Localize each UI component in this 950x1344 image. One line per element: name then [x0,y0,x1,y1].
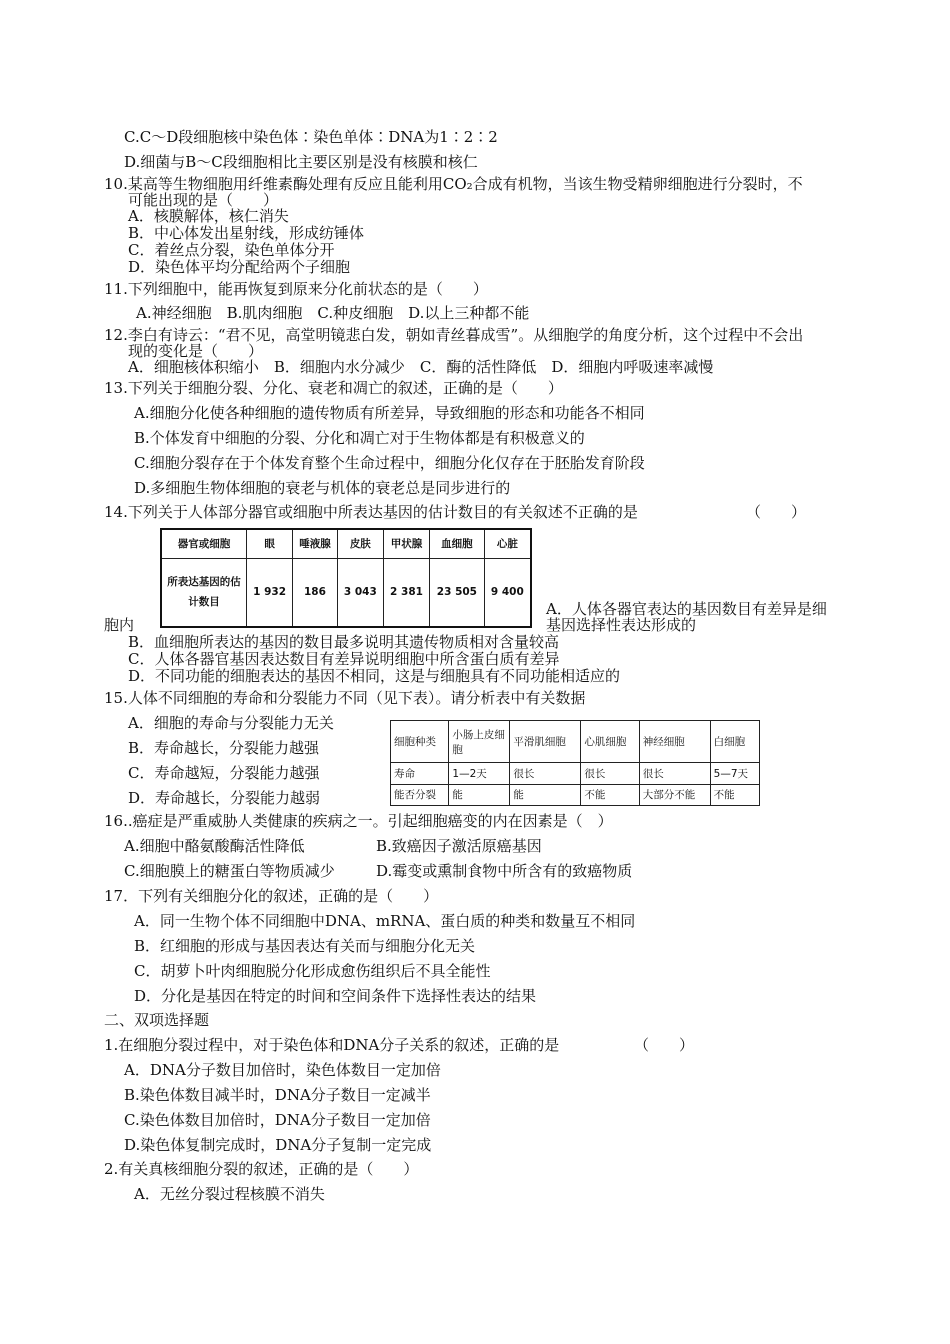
q12-options: A．细胞核体积缩小 B．细胞内水分减少 C．酶的活性降低 D．细胞内呼吸速率减慢 [128,358,714,376]
table-cell: 9 400 [484,558,531,627]
dq2-option-a: A．无丝分裂过程核膜不消失 [134,1185,325,1203]
table-header-cell: 小肠上皮细胞 [449,721,510,763]
dq2-stem: 2.有关真核细胞分裂的叙述，正确的是（ ） [104,1160,419,1178]
table-cell: 能 [449,784,510,806]
cell-lifespan-table [390,720,760,806]
table-row-label: 所表达基因的估计数目 [161,558,247,627]
table-row [391,784,760,806]
table-header-cell: 皮肤 [337,529,383,558]
q10-option-a: A．核膜解体，核仁消失 [128,207,289,225]
table-cell: 能 [510,784,581,806]
q17-option-c: C．胡萝卜叶肉细胞脱分化形成愈伤组织后不具全能性 [134,962,491,980]
dq1-option-c: C.染色体数目加倍时，DNA分子数目一定加倍 [124,1111,431,1129]
table-row [161,558,531,627]
dq1-option-a: A．DNA分子数目加倍时，染色体数目一定加倍 [124,1061,441,1079]
dq1-option-b: B.染色体数目减半时，DNA分子数目一定减半 [124,1086,431,1104]
table-row [391,763,760,785]
table-cell: 5—7天 [710,763,759,785]
q13-option-d: D.多细胞生物体细胞的衰老与机体的衰老总是同步进行的 [134,479,511,497]
table-cell: 23 505 [430,558,485,627]
q11-options: A.神经细胞 B.肌肉细胞 C.种皮细胞 D.以上三种都不能 [136,304,530,322]
q15-option-a: A．细胞的寿命与分裂能力无关 [128,714,334,732]
q16-option-b: B.致癌因子激活原癌基因 [376,837,542,855]
table-header-cell: 心肌细胞 [581,721,639,763]
table-cell: 很长 [581,763,639,785]
q10-option-d: D．染色体平均分配给两个子细胞 [128,258,351,276]
q14-option-a: A．人体各器官表达的基因数目有差异是细 [546,600,827,618]
q16-stem: 16..癌症是严重威胁人类健康的疾病之一。引起细胞癌变的内在因素是（ ） [104,812,613,830]
q17-stem: 17．下列有关细胞分化的叙述，正确的是（ ） [104,887,439,905]
dq1-stem: 1.在细胞分裂过程中，对于染色体和DNA分子关系的叙述，正确的是 [104,1036,560,1054]
q17-option-b: B．红细胞的形成与基因表达有关而与细胞分化无关 [134,937,476,955]
table-cell: 186 [293,558,338,627]
section-title: 二、双项选择题 [104,1011,210,1029]
table-header-cell: 细胞种类 [391,721,449,763]
table-cell: 不能 [710,784,759,806]
q14-answer-bracket: （ ） [746,503,807,521]
q10-option-b: B．中心体发出星射线，形成纺锤体 [128,224,365,242]
q10-stem-cont: 可能出现的是（ ） [128,191,279,209]
table-header-cell: 血细胞 [430,529,485,558]
q16-option-c: C.细胞膜上的糖蛋白等物质减少 [124,862,335,880]
q10-option-c: C．着丝点分裂，染色单体分开 [128,241,335,259]
table-header-cell: 唾液腺 [293,529,338,558]
q12-stem-cont: 现的变化是（ ） [128,342,264,360]
q14-stem: 14.下列关于人体部分器官或细胞中所表达基因的估计数目的有关叙述不正确的是 [104,503,638,521]
table-header-cell: 神经细胞 [639,721,710,763]
table-cell: 能否分裂 [391,784,449,806]
q16-option-d: D.霉变或熏制食物中所含有的致癌物质 [376,862,633,880]
q9-option-d: D.细菌与B～C段细胞相比主要区别是没有核膜和核仁 [124,153,478,171]
table-header-cell: 甲状腺 [383,529,429,558]
q13-option-c: C.细胞分裂存在于个体发育整个生命过程中，细胞分化仅存在于胚胎发育阶段 [134,454,645,472]
q14-option-b: B．血细胞所表达的基因的数目最多说明其遗传物质相对含量较高 [128,633,560,651]
table-cell: 大部分不能 [639,784,710,806]
table-cell: 1—2天 [449,763,510,785]
q14-option-c: C．人体各器官基因表达数目有差异说明细胞中所含蛋白质有差异 [128,650,560,668]
q15-option-b: B．寿命越长，分裂能力越强 [128,739,320,757]
q14-option-a-wrap: 胞内 [104,616,135,634]
q9-option-c: C.C～D段细胞核中染色体∶染色单体∶DNA为1∶2∶2 [124,128,498,146]
table-cell: 很长 [639,763,710,785]
table-header-cell: 眼 [247,529,293,558]
q14-option-d: D．不同功能的细胞表达的基因不相同，这是与细胞具有不同功能相适应的 [128,667,621,685]
table-cell: 2 381 [383,558,429,627]
table-header-cell: 平滑肌细胞 [510,721,581,763]
table-header-row [391,721,760,763]
table-cell: 寿命 [391,763,449,785]
q17-option-a: A．同一生物个体不同细胞中DNA、mRNA、蛋白质的种类和数量互不相同 [134,912,636,930]
table-header-cell: 白细胞 [710,721,759,763]
table-header-row [161,529,531,558]
table-cell: 1 932 [247,558,293,627]
table-header-cell: 器官或细胞 [161,529,247,558]
q15-option-c: C．寿命越短，分裂能力越强 [128,764,320,782]
table-cell: 不能 [581,784,639,806]
q15-stem: 15.人体不同细胞的寿命和分裂能力不同（见下表）。请分析表中有关数据 [104,689,586,707]
dq1-answer-bracket: （ ） [634,1036,695,1054]
q14-option-a-cont: 基因选择性表达形成的 [546,616,697,634]
q13-option-b: B.个体发育中细胞的分裂、分化和凋亡对于生物体都是有积极意义的 [134,429,585,447]
table-cell: 3 043 [337,558,383,627]
q15-option-d: D．寿命越长，分裂能力越弱 [128,789,321,807]
q13-stem: 13.下列关于细胞分裂、分化、衰老和凋亡的叙述，正确的是（ ） [104,379,563,397]
q12-stem: 12.李白有诗云：“君不见，高堂明镜悲白发，朝如青丝暮成雪”。从细胞学的角度分析，这个过程中不会出 [104,326,804,344]
q10-stem: 10.某高等生物细胞用纤维素酶处理有反应且能利用CO₂合成有机物，当该生物受精卵细胞进行分裂时，不 [104,175,803,193]
q16-option-a: A.细胞中酪氨酸酶活性降低 [124,837,305,855]
table-cell: 很长 [510,763,581,785]
dq1-option-d: D.染色体复制完成时，DNA分子复制一定完成 [124,1136,432,1154]
q17-option-d: D．分化是基因在特定的时间和空间条件下选择性表达的结果 [134,987,537,1005]
gene-count-table [160,528,532,628]
table-header-cell: 心脏 [484,529,531,558]
q13-option-a: A.细胞分化使各种细胞的遗传物质有所差异，导致细胞的形态和功能各不相同 [134,404,645,422]
q11-stem: 11.下列细胞中，能再恢复到原来分化前状态的是（ ） [104,280,488,298]
